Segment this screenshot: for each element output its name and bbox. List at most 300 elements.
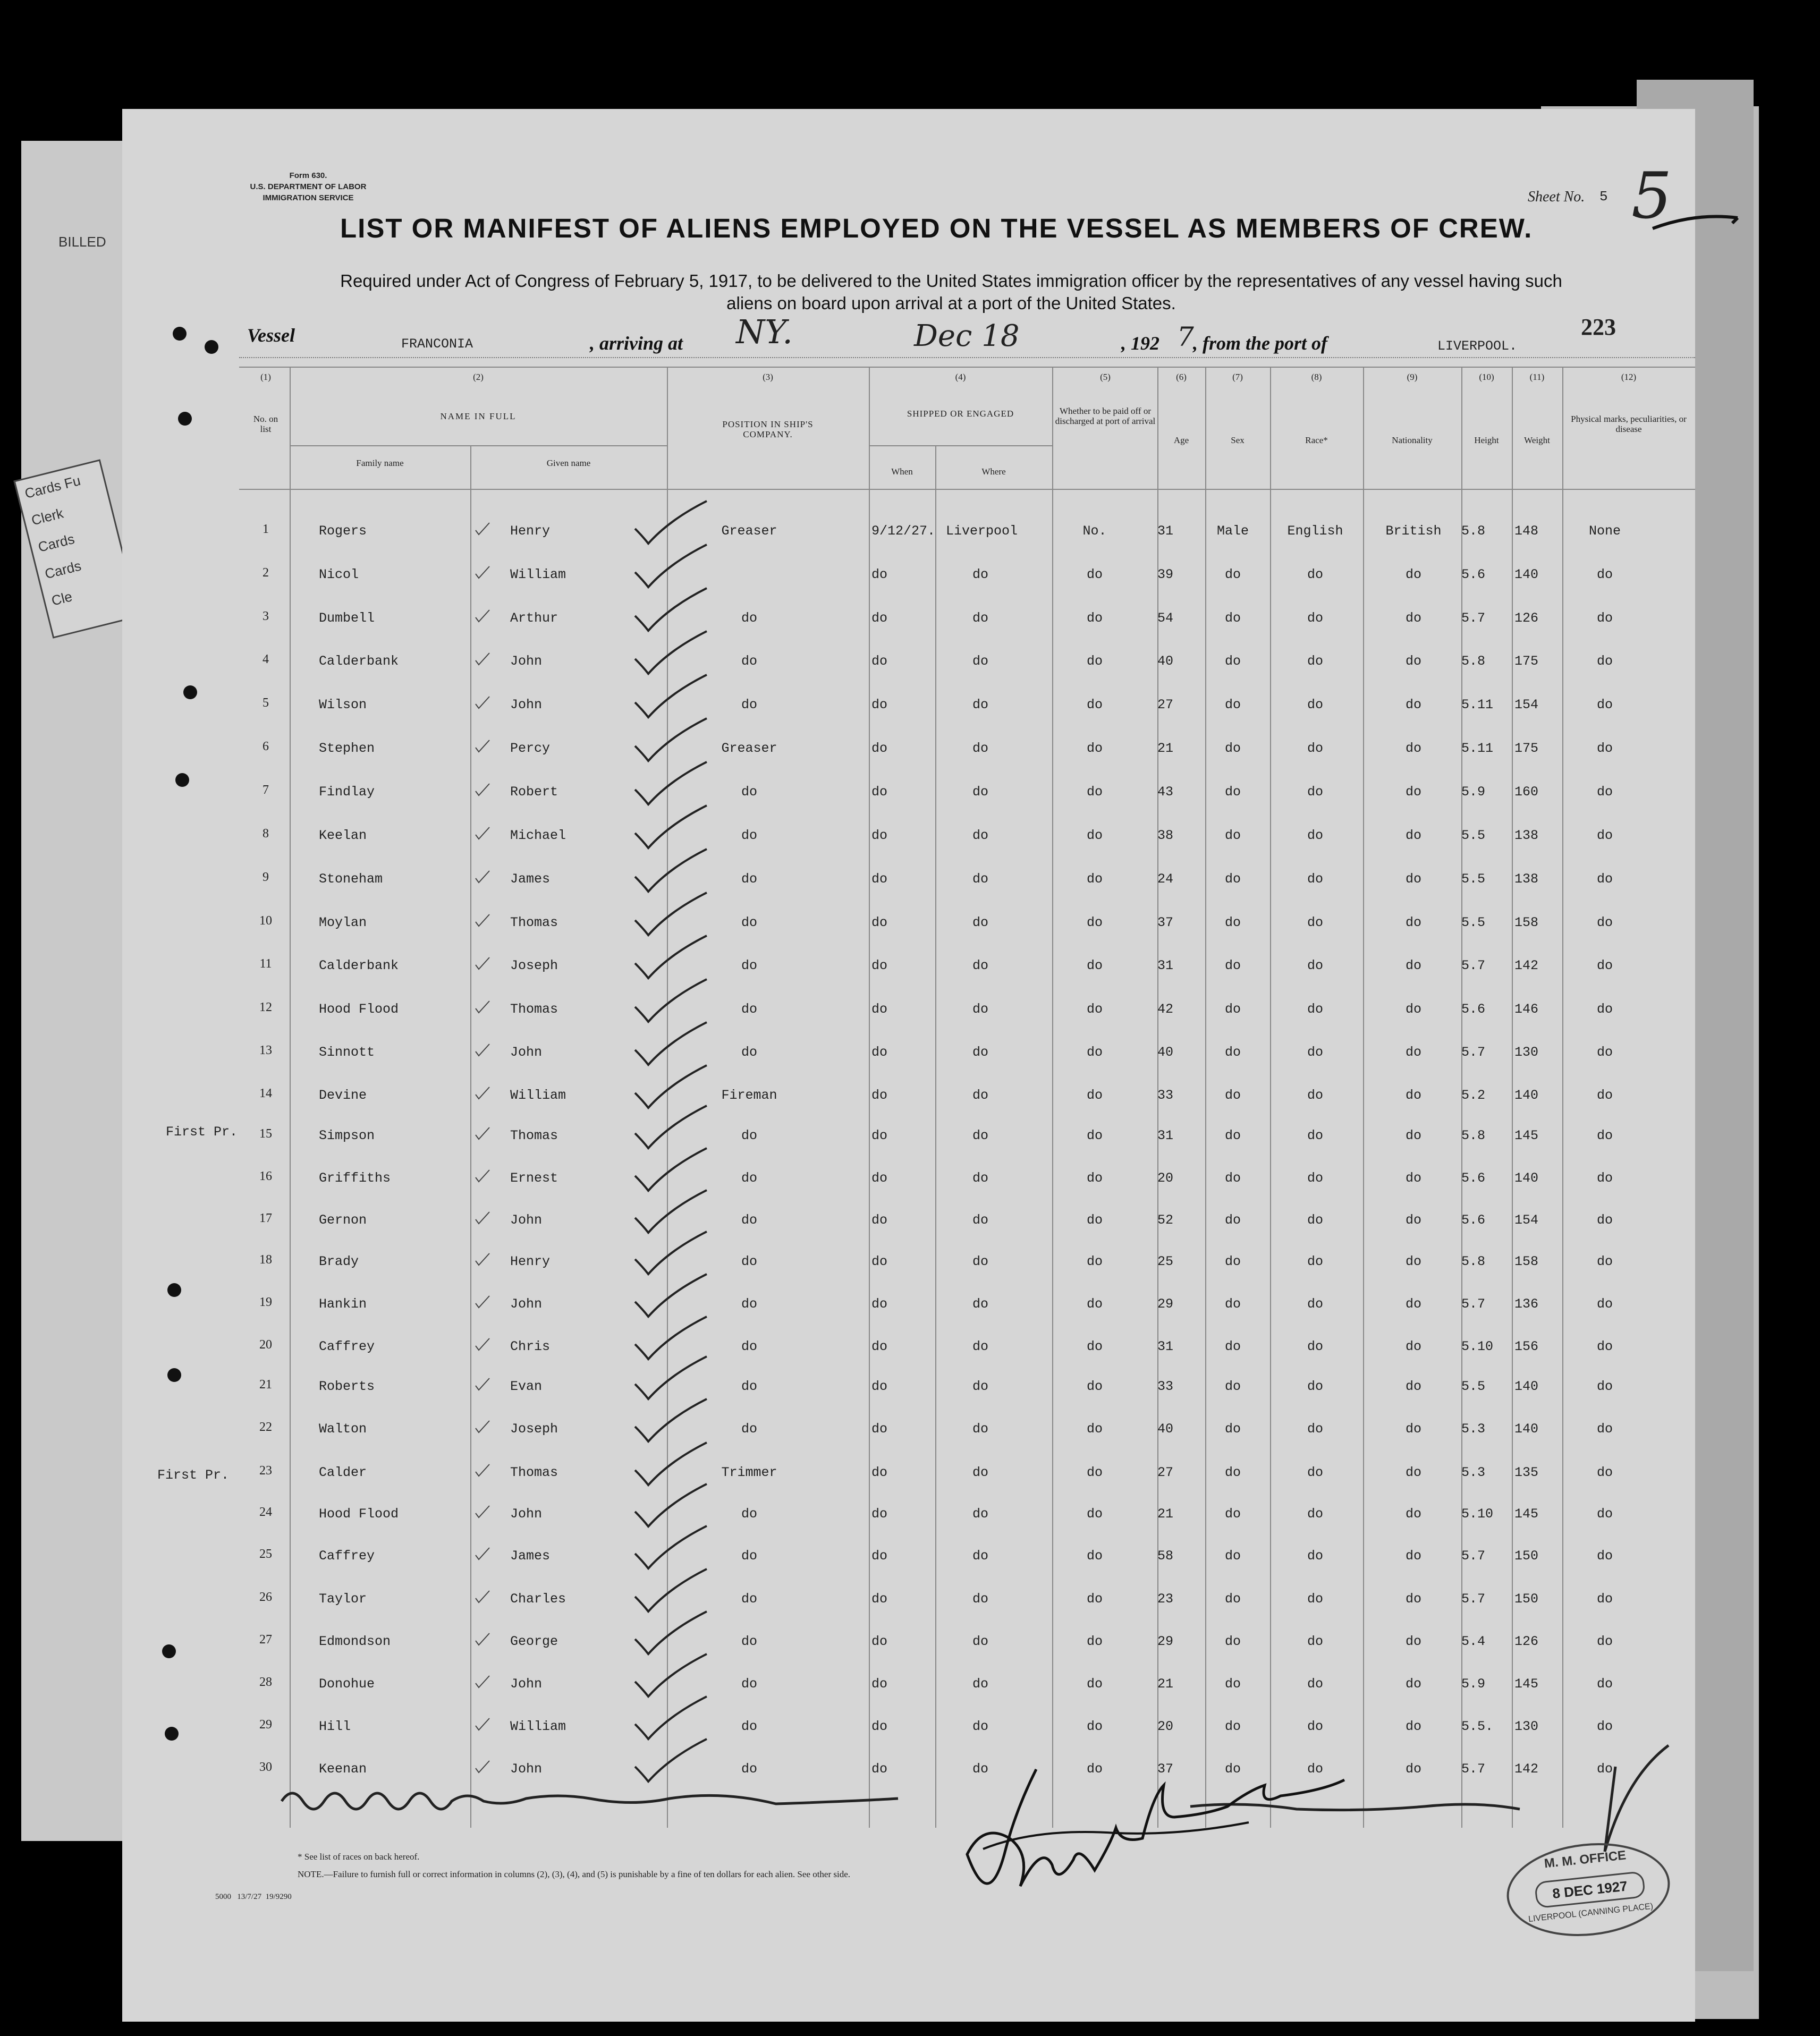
cell-given: John	[510, 1212, 543, 1228]
cell-where: do	[972, 1761, 988, 1777]
cell-given: John	[510, 1296, 543, 1312]
col-11-num: (11)	[1529, 372, 1545, 382]
cell-paid: do	[1086, 784, 1103, 800]
cell-marks: do	[1596, 654, 1613, 669]
cell-position: do	[741, 697, 757, 712]
cell-when: do	[871, 567, 888, 582]
cell-family: Taylor	[319, 1591, 367, 1607]
cell-race: do	[1307, 1296, 1323, 1312]
cell-marks: do	[1596, 1548, 1613, 1564]
cell-age: 20	[1157, 1719, 1174, 1734]
cell-height: 5.5	[1461, 871, 1486, 887]
col-10-num: (10)	[1479, 372, 1494, 382]
cell-when: do	[871, 1212, 888, 1228]
cell-no: 4	[263, 652, 269, 666]
cell-marks: do	[1596, 1676, 1613, 1692]
cell-marks: do	[1596, 1170, 1613, 1186]
cell-no: 29	[259, 1718, 272, 1732]
cell-sex: do	[1224, 871, 1241, 887]
cell-age: 40	[1157, 654, 1174, 669]
cell-age: 37	[1157, 915, 1174, 930]
cell-where: do	[972, 1128, 988, 1143]
cell-paid: do	[1086, 1339, 1103, 1354]
cell-paid: do	[1086, 958, 1103, 973]
cell-marks: do	[1596, 697, 1613, 712]
cell-family: Brady	[319, 1254, 359, 1269]
cell-no: 14	[259, 1087, 272, 1100]
cell-height: 5.10	[1461, 1506, 1494, 1522]
cell-position: do	[741, 784, 757, 800]
cell-where: do	[972, 741, 988, 756]
cell-weight: 156	[1514, 1339, 1539, 1354]
cell-weight: 140	[1514, 1170, 1539, 1186]
cell-nat: do	[1405, 697, 1421, 712]
cell-nat: do	[1405, 1128, 1421, 1143]
cell-where: do	[972, 1296, 988, 1312]
cell-race: do	[1307, 915, 1323, 930]
cell-family: Hill	[319, 1719, 351, 1734]
cell-where: do	[972, 1212, 988, 1228]
cell-paid: do	[1086, 871, 1103, 887]
cell-given: Robert	[510, 784, 558, 800]
cell-no: 17	[259, 1211, 272, 1225]
cell-marks: do	[1596, 1088, 1613, 1103]
cell-nat: do	[1405, 1506, 1421, 1522]
cell-sex: do	[1224, 1465, 1241, 1480]
print-code: 5000 13/7/27 19/9290	[215, 1893, 292, 1901]
cell-where: do	[972, 958, 988, 973]
cell-where: do	[972, 1634, 988, 1649]
cell-no: 8	[263, 827, 269, 841]
cell-race: do	[1307, 697, 1323, 712]
cell-paid: do	[1086, 1676, 1103, 1692]
cell-nat: do	[1405, 1296, 1421, 1312]
cell-nat: do	[1405, 741, 1421, 756]
cell-no: 11	[259, 957, 272, 971]
cards-line-5: Cle	[49, 588, 74, 609]
cell-where: do	[972, 828, 988, 843]
cell-nat: British	[1385, 523, 1442, 539]
manifest-title: LIST OR MANIFEST OF ALIENS EMPLOYED ON THE VESSEL AS MEMBERS OF CREW.	[340, 213, 1533, 243]
cell-weight: 175	[1514, 741, 1539, 756]
cell-weight: 138	[1514, 828, 1539, 843]
margin-note-row-15: First Pr.	[166, 1124, 238, 1140]
subtitle-line-2: aliens on board upon arrival at a port of the United States.	[726, 293, 1176, 313]
cell-age: 43	[1157, 784, 1174, 800]
cell-when: do	[871, 871, 888, 887]
cell-height: 5.5	[1461, 828, 1486, 843]
cell-race: do	[1307, 1591, 1323, 1607]
cell-when: do	[871, 1296, 888, 1312]
stamp-bottom-text: LIVERPOOL (CANNING PLACE)	[1528, 1902, 1654, 1924]
cell-where: do	[972, 1254, 988, 1269]
cell-sex: do	[1224, 1128, 1241, 1143]
cell-family: Walton	[319, 1421, 367, 1437]
cell-nat: do	[1405, 1719, 1421, 1734]
cell-marks: do	[1596, 1591, 1613, 1607]
cell-paid: do	[1086, 1002, 1103, 1017]
cell-age: 23	[1157, 1591, 1174, 1607]
cell-race: do	[1307, 958, 1323, 973]
cell-nat: do	[1405, 1379, 1421, 1394]
cell-age: 33	[1157, 1088, 1174, 1103]
cell-race: do	[1307, 1761, 1323, 1777]
cell-position: do	[741, 1379, 757, 1394]
cell-paid: do	[1086, 1170, 1103, 1186]
cell-sex: do	[1224, 697, 1241, 712]
cell-given: Arthur	[510, 610, 558, 626]
cell-paid: do	[1086, 654, 1103, 669]
cell-when: do	[871, 958, 888, 973]
col-5-label: Whether to be paid off or discharged at port of arrival	[1055, 406, 1156, 426]
cell-race: do	[1307, 1339, 1323, 1354]
cell-nat: do	[1405, 1634, 1421, 1649]
cell-when: do	[871, 610, 888, 626]
cell-paid: do	[1086, 1379, 1103, 1394]
cards-line-3: Cards	[36, 530, 77, 555]
closing-mark	[1605, 1745, 1669, 1852]
col-7-num: (7)	[1232, 372, 1243, 382]
year-handwritten: 7	[1177, 321, 1194, 352]
where-header: Where	[981, 466, 1006, 477]
cell-given: John	[510, 1045, 543, 1060]
cell-age: 31	[1157, 523, 1174, 539]
cell-weight: 145	[1514, 1128, 1539, 1143]
cell-given: Charles	[510, 1591, 566, 1607]
cell-family: Calderbank	[319, 958, 399, 973]
cell-no: 22	[259, 1420, 272, 1434]
cell-family: Nicol	[319, 567, 359, 582]
cell-given: James	[510, 871, 551, 887]
cell-age: 37	[1157, 1761, 1174, 1777]
cell-weight: 142	[1514, 1761, 1539, 1777]
from-port-label: , from the port of	[1193, 333, 1328, 354]
cell-when: do	[871, 654, 888, 669]
cell-height: 5.11	[1461, 697, 1494, 712]
cell-race: do	[1307, 828, 1323, 843]
col-3-label: POSITION IN SHIP'S COMPANY.	[722, 419, 814, 439]
cell-given: Henry	[510, 1254, 551, 1269]
cell-where: do	[972, 871, 988, 887]
cell-sex: do	[1224, 1761, 1241, 1777]
cell-age: 40	[1157, 1045, 1174, 1060]
cell-weight: 145	[1514, 1676, 1539, 1692]
cell-when: 9/12/27.	[871, 523, 936, 539]
cell-family: Simpson	[319, 1128, 375, 1143]
cell-family: Moylan	[319, 915, 367, 930]
cell-when: do	[871, 1170, 888, 1186]
cell-no: 18	[259, 1253, 272, 1267]
cell-no: 1	[263, 522, 269, 536]
cell-paid: do	[1086, 610, 1103, 626]
cell-family: Hankin	[319, 1296, 367, 1312]
cell-nat: do	[1405, 958, 1421, 973]
cell-age: 38	[1157, 828, 1174, 843]
cell-no: 9	[263, 870, 269, 884]
cell-family: Devine	[319, 1088, 367, 1103]
cell-race: do	[1307, 1634, 1323, 1649]
cell-when: do	[871, 1002, 888, 1017]
cell-family: Hood Flood	[319, 1506, 399, 1522]
cell-position: do	[741, 610, 757, 626]
cell-family: Caffrey	[319, 1548, 375, 1564]
cell-given: George	[510, 1634, 558, 1649]
cell-no: 23	[259, 1464, 272, 1478]
cell-marks: do	[1596, 610, 1613, 626]
cell-when: do	[871, 1465, 888, 1480]
cell-when: do	[871, 1506, 888, 1522]
service-name: IMMIGRATION SERVICE	[263, 193, 354, 202]
margin-note-row-23: First Pr.	[157, 1467, 230, 1483]
cell-height: 5.5	[1461, 1379, 1486, 1394]
cell-paid: do	[1086, 1761, 1103, 1777]
cell-age: 31	[1157, 958, 1174, 973]
stamp-date: 8 DEC 1927	[1534, 1871, 1646, 1908]
cell-marks: do	[1596, 1379, 1613, 1394]
cell-height: 5.6	[1461, 567, 1486, 582]
cell-race: do	[1307, 1465, 1323, 1480]
cell-nat: do	[1405, 610, 1421, 626]
cell-age: 21	[1157, 1676, 1174, 1692]
cell-paid: do	[1086, 1128, 1103, 1143]
cell-family: Stephen	[319, 741, 375, 756]
cell-where: do	[972, 1465, 988, 1480]
cell-height: 5.8	[1461, 654, 1486, 669]
cell-sex: do	[1224, 1421, 1241, 1437]
cell-marks: do	[1596, 1212, 1613, 1228]
cell-family: Sinnott	[319, 1045, 375, 1060]
cell-marks: do	[1596, 828, 1613, 843]
cell-height: 5.7	[1461, 958, 1486, 973]
vessel-label: Vessel	[247, 325, 295, 346]
cell-nat: do	[1405, 1761, 1421, 1777]
cell-race: do	[1307, 1212, 1323, 1228]
cell-sex: do	[1224, 654, 1241, 669]
cell-weight: 145	[1514, 1506, 1539, 1522]
cell-paid: do	[1086, 1296, 1103, 1312]
cell-position: do	[741, 871, 757, 887]
col-6-num: (6)	[1176, 372, 1187, 382]
cell-no: 3	[263, 609, 269, 623]
cell-race: do	[1307, 1254, 1323, 1269]
cell-height: 5.2	[1461, 1088, 1486, 1103]
cell-given: William	[510, 567, 566, 582]
cell-age: 58	[1157, 1548, 1174, 1564]
cell-position: do	[741, 1634, 757, 1649]
cell-paid: do	[1086, 567, 1103, 582]
cell-sex: do	[1224, 1170, 1241, 1186]
cell-age: 29	[1157, 1634, 1174, 1649]
cell-no: 2	[263, 566, 269, 580]
cell-weight: 154	[1514, 697, 1539, 712]
cell-where: do	[972, 1379, 988, 1394]
arrival-date: Dec 18	[914, 319, 1020, 353]
cell-marks: do	[1596, 958, 1613, 973]
when-header: When	[891, 466, 913, 477]
cell-weight: 146	[1514, 1002, 1539, 1017]
cell-where: do	[972, 1339, 988, 1354]
col-8-num: (8)	[1311, 372, 1322, 382]
cell-given: Joseph	[510, 958, 558, 973]
cell-race: do	[1307, 871, 1323, 887]
cell-marks: do	[1596, 1761, 1613, 1777]
cell-sex: Male	[1216, 523, 1249, 539]
cell-where: do	[972, 1421, 988, 1437]
cell-weight: 140	[1514, 567, 1539, 582]
cell-height: 5.9	[1461, 784, 1486, 800]
cell-weight: 130	[1514, 1045, 1539, 1060]
cell-age: 31	[1157, 1339, 1174, 1354]
cell-height: 5.6	[1461, 1002, 1486, 1017]
cell-age: 21	[1157, 1506, 1174, 1522]
cell-sex: do	[1224, 1212, 1241, 1228]
cell-when: do	[871, 1421, 888, 1437]
cell-given: William	[510, 1088, 566, 1103]
cell-position: do	[741, 1254, 757, 1269]
col-11-label: Weight	[1524, 435, 1550, 445]
cell-sex: do	[1224, 1296, 1241, 1312]
cell-height: 5.8	[1461, 523, 1486, 539]
cell-height: 5.10	[1461, 1339, 1494, 1354]
cell-given: John	[510, 697, 543, 712]
sheet-number-typed: 5	[1599, 189, 1608, 205]
cell-when: do	[871, 1548, 888, 1564]
cell-given: Ernest	[510, 1170, 558, 1186]
cell-nat: do	[1405, 1212, 1421, 1228]
cell-no: 15	[259, 1127, 272, 1141]
cell-position: do	[741, 915, 757, 930]
col-4-label: SHIPPED OR ENGAGED	[907, 409, 1014, 419]
page-number: 223	[1581, 314, 1616, 340]
col-3-num: (3)	[763, 372, 773, 382]
cell-nat: do	[1405, 1045, 1421, 1060]
cell-when: do	[871, 1045, 888, 1060]
cell-height: 5.6	[1461, 1212, 1486, 1228]
col-2-label: NAME IN FULL	[440, 411, 517, 421]
cell-when: do	[871, 1676, 888, 1692]
cell-when: do	[871, 1254, 888, 1269]
cell-position: do	[741, 1548, 757, 1564]
arriving-label: , arriving at	[590, 333, 683, 354]
cell-age: 54	[1157, 610, 1174, 626]
cell-family: Griffiths	[319, 1170, 391, 1186]
cell-age: 29	[1157, 1296, 1174, 1312]
cell-weight: 135	[1514, 1465, 1539, 1480]
fine-note: NOTE.—Failure to furnish full or correct information in columns (2), (3), (4), and (5) is punishable by a fine of ten dollars for each alien. See other side.	[298, 1869, 851, 1879]
cell-when: do	[871, 1591, 888, 1607]
col-6-label: Age	[1173, 435, 1189, 445]
cell-given: James	[510, 1548, 551, 1564]
cell-when: do	[871, 741, 888, 756]
cell-height: 5.8	[1461, 1128, 1486, 1143]
cell-no: 28	[259, 1675, 272, 1689]
cell-age: 52	[1157, 1212, 1174, 1228]
cell-marks: do	[1596, 1719, 1613, 1734]
cell-marks: None	[1588, 523, 1621, 539]
cell-height: 5.5.	[1461, 1719, 1494, 1734]
col-1-label: No. on list	[253, 414, 278, 434]
cards-line-4: Cards	[43, 557, 83, 582]
cell-paid: do	[1086, 915, 1103, 930]
cell-when: do	[871, 1128, 888, 1143]
cell-paid: do	[1086, 1591, 1103, 1607]
cell-race: do	[1307, 610, 1323, 626]
cell-given: William	[510, 1719, 566, 1734]
cell-height: 5.7	[1461, 1548, 1486, 1564]
cell-sex: do	[1224, 1045, 1241, 1060]
cell-nat: do	[1405, 1170, 1421, 1186]
cell-weight: 140	[1514, 1088, 1539, 1103]
cell-position: Trimmer	[721, 1465, 777, 1480]
cell-sex: do	[1224, 1506, 1241, 1522]
cell-race: do	[1307, 654, 1323, 669]
cell-weight: 154	[1514, 1212, 1539, 1228]
cell-race: do	[1307, 1676, 1323, 1692]
cell-no: 6	[263, 740, 269, 753]
cell-given: Evan	[510, 1379, 543, 1394]
cell-given: Thomas	[510, 915, 558, 930]
cell-position: Greaser	[721, 523, 777, 539]
cell-paid: do	[1086, 1506, 1103, 1522]
cell-weight: 130	[1514, 1719, 1539, 1734]
col-2-num: (2)	[473, 372, 484, 382]
cell-position: do	[741, 1761, 757, 1777]
cell-when: do	[871, 1339, 888, 1354]
cell-given: John	[510, 1676, 543, 1692]
billed-label: BILLED	[58, 234, 106, 250]
cards-line-1: Cards Fu	[23, 472, 82, 502]
cell-sex: do	[1224, 1002, 1241, 1017]
cell-family: Wilson	[319, 697, 367, 712]
cell-family: Rogers	[319, 523, 367, 539]
cell-family: Donohue	[319, 1676, 375, 1692]
cell-no: 30	[259, 1760, 272, 1774]
cell-weight: 136	[1514, 1296, 1539, 1312]
cell-race: English	[1287, 523, 1343, 539]
cell-marks: do	[1596, 1128, 1613, 1143]
cell-when: do	[871, 697, 888, 712]
cell-marks: do	[1596, 1465, 1613, 1480]
cell-nat: do	[1405, 1254, 1421, 1269]
cell-weight: 148	[1514, 523, 1539, 539]
cell-sex: do	[1224, 1591, 1241, 1607]
cell-weight: 158	[1514, 1254, 1539, 1269]
cell-position: do	[741, 1045, 757, 1060]
cell-family: Keelan	[319, 828, 367, 843]
cell-position: do	[741, 1212, 757, 1228]
cell-where: Liverpool	[946, 523, 1018, 539]
race-footnote: * See list of races on back hereof.	[298, 1852, 420, 1862]
year-prefix: , 192	[1121, 333, 1159, 354]
cell-age: 25	[1157, 1254, 1174, 1269]
cell-given: John	[510, 1506, 543, 1522]
cell-nat: do	[1405, 1088, 1421, 1103]
cell-nat: do	[1405, 871, 1421, 887]
cell-when: do	[871, 915, 888, 930]
cell-weight: 158	[1514, 915, 1539, 930]
arriving-port: NY.	[736, 312, 793, 351]
cell-paid: No.	[1082, 523, 1107, 539]
cell-sex: do	[1224, 1676, 1241, 1692]
cell-no: 5	[263, 696, 269, 710]
sheet-number-label: Sheet No.	[1528, 189, 1585, 205]
cell-family: Roberts	[319, 1379, 375, 1394]
cell-marks: do	[1596, 1506, 1613, 1522]
vessel-name: FRANCONIA	[401, 336, 473, 352]
cell-family: Calder	[319, 1465, 367, 1480]
cell-nat: do	[1405, 915, 1421, 930]
sheet-underline-mark	[1653, 217, 1738, 229]
